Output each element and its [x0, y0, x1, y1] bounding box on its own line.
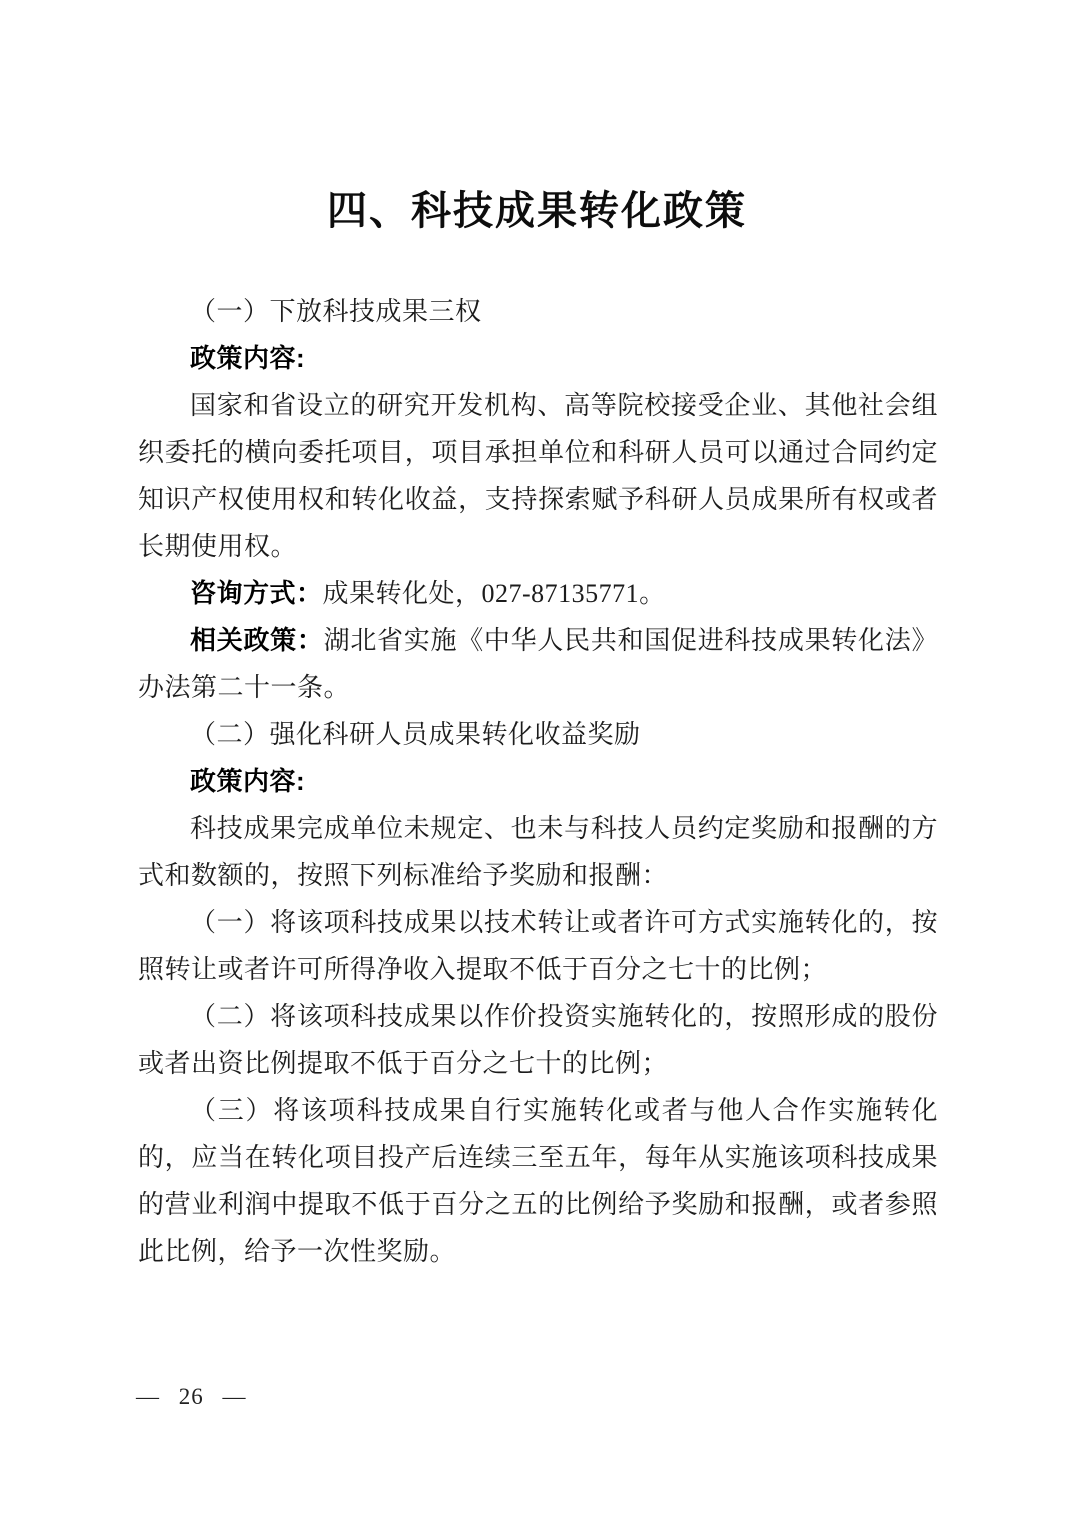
consult-method-label: 咨询方式：	[190, 578, 323, 608]
section-2-item-2: （二）将该项科技成果以作价投资实施转化的，按照形成的股份或者出资比例提取不低于百分之七十的比例；	[138, 1002, 938, 1078]
section-1-heading: （一）下放科技成果三权	[190, 297, 482, 326]
section-2-item-1: （一）将该项科技成果以技术转让或者许可方式实施转化的，按照转让或者许可所得净收入提取不低于百分之七十的比例；	[138, 908, 938, 984]
section-1-related-line	[138, 617, 938, 711]
section-1-policy-text: 国家和省设立的研究开发机构、高等院校接受企业、其他社会组织委托的横向委托项目，项目承担单位和科研人员可以通过合同约定知识产权使用权和转化收益，支持探索赋予科研人员成果所有权或者长期使用权。	[138, 391, 938, 561]
section-1-consult-line	[138, 570, 938, 617]
policy-content-label: 政策内容:	[190, 343, 306, 373]
section-1-policy-label-line	[138, 335, 938, 382]
consult-method-text: 成果转化处，027-87135771。	[322, 579, 666, 608]
page-number: — 26 —	[136, 1384, 247, 1409]
page-title: 四、科技成果转化政策	[327, 187, 747, 234]
section-2-item-3: （三）将该项科技成果自行实施转化或者与他人合作实施转化的，应当在转化项目投产后连续三至五年，每年从实施该项科技成果的营业利润中提取不低于百分之五的比例给予奖励和报酬，或者参照此比例，给予一次性奖励。	[138, 1096, 938, 1266]
document-body	[138, 288, 938, 1275]
related-policy-label: 相关政策：	[190, 625, 324, 655]
section-2-policy-intro: 科技成果完成单位未规定、也未与科技人员约定奖励和报酬的方式和数额的，按照下列标准给予奖励和报酬：	[138, 814, 938, 890]
section-2-policy-label-line	[138, 758, 938, 805]
policy-content-label: 政策内容:	[190, 766, 306, 796]
related-policy-text: 湖北省实施《中华人民共和国促进科技成果转化法》办法第二十一条。	[138, 626, 938, 702]
section-2-heading: （二）强化科研人员成果转化收益奖励	[190, 720, 641, 749]
